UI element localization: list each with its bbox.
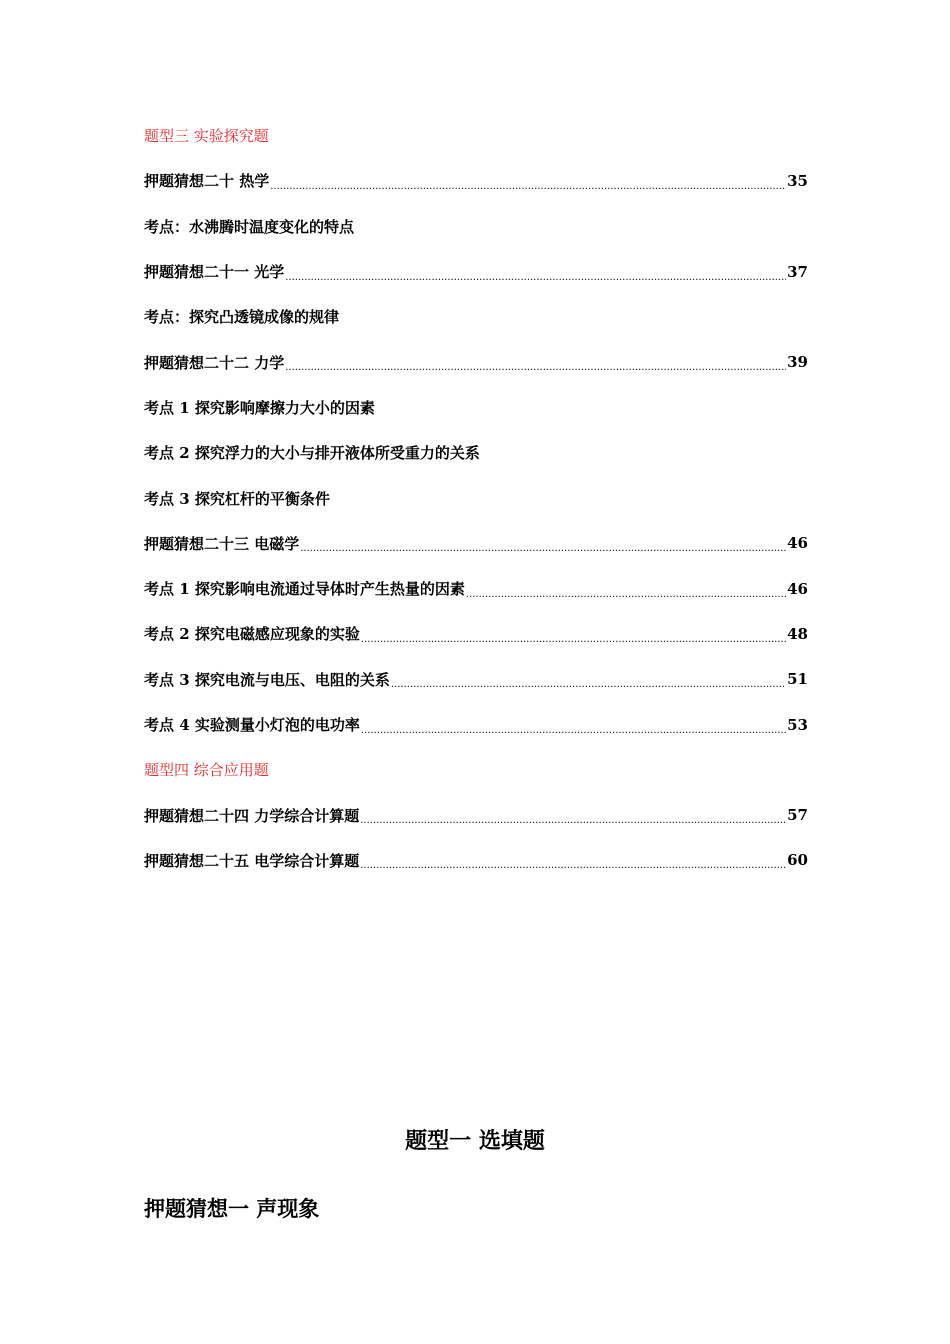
toc-entry-label: 押题猜想二十四 力学综合计算题 bbox=[144, 806, 360, 825]
toc-point-label: 考点：探究凸透镜成像的规律 bbox=[144, 308, 340, 327]
toc-leader-dots bbox=[361, 719, 786, 737]
toc-entry-label: 考点 1 探究影响电流通过导体时产生热量的因素 bbox=[144, 580, 465, 599]
toc-point[interactable] bbox=[144, 430, 808, 475]
toc-entry-label: 押题猜想二十三 电磁学 bbox=[144, 534, 300, 553]
toc-leader-dots bbox=[391, 673, 786, 691]
toc-section-heading[interactable] bbox=[144, 113, 808, 158]
toc-leader-dots bbox=[360, 809, 786, 827]
chapter-heading: 题型一 选填题 bbox=[405, 1128, 545, 1154]
toc-leader-dots bbox=[360, 854, 786, 872]
toc-page-number: 46 bbox=[787, 579, 808, 598]
toc-point-label: 考点 1 探究影响摩擦力大小的因素 bbox=[144, 398, 375, 417]
toc-point-label: 考点 2 探究浮力的大小与排开液体所受重力的关系 bbox=[144, 444, 480, 463]
toc-entry[interactable] bbox=[144, 611, 808, 656]
toc-page-number: 53 bbox=[787, 715, 808, 734]
toc-entry[interactable] bbox=[144, 339, 808, 384]
toc-point[interactable] bbox=[144, 385, 808, 430]
toc-leader-dots bbox=[361, 628, 786, 646]
toc-point[interactable] bbox=[144, 294, 808, 339]
toc-entry-label: 押题猜想二十 热学 bbox=[144, 172, 270, 191]
toc-page-number: 51 bbox=[787, 670, 808, 689]
toc-page-number: 48 bbox=[787, 624, 808, 643]
toc-page-number: 60 bbox=[787, 851, 808, 870]
toc-page-number: 35 bbox=[787, 171, 808, 190]
toc-point-label: 考点 3 探究杠杆的平衡条件 bbox=[144, 489, 330, 508]
toc-entry-label: 押题猜想二十二 力学 bbox=[144, 353, 285, 372]
toc-entry-label: 考点 4 实验测量小灯泡的电功率 bbox=[144, 716, 360, 734]
toc-page-number: 37 bbox=[787, 262, 808, 281]
toc-entry[interactable] bbox=[144, 838, 808, 883]
toc-leader-dots bbox=[300, 537, 786, 555]
toc-entry[interactable] bbox=[144, 521, 808, 566]
toc-section-label: 题型四 综合应用题 bbox=[144, 761, 269, 780]
toc-leader-dots bbox=[466, 583, 786, 601]
toc-entry-label: 押题猜想二十五 电学综合计算题 bbox=[144, 851, 360, 870]
toc-entry-label: 押题猜想二十一 光学 bbox=[144, 263, 285, 282]
toc-page-number: 57 bbox=[787, 806, 808, 825]
toc-leader-dots bbox=[285, 266, 786, 284]
toc-point-label: 考点：水沸腾时温度变化的特点 bbox=[144, 217, 355, 236]
toc-entry[interactable] bbox=[144, 249, 808, 294]
toc-entry[interactable] bbox=[144, 792, 808, 837]
toc-entry-label: 考点 3 探究电流与电压、电阻的关系 bbox=[144, 670, 390, 689]
toc-leader-dots bbox=[285, 356, 786, 374]
toc-section-label: 题型三 实验探究题 bbox=[144, 127, 269, 146]
toc-entry[interactable] bbox=[144, 657, 808, 702]
toc-page-number: 39 bbox=[787, 353, 808, 372]
toc-page-number: 46 bbox=[787, 534, 808, 553]
toc-entry[interactable] bbox=[144, 566, 808, 611]
toc-entry[interactable] bbox=[144, 702, 808, 747]
toc-entry[interactable] bbox=[144, 158, 808, 203]
toc-section-heading[interactable] bbox=[144, 747, 808, 792]
toc-entry-label: 考点 2 探究电磁感应现象的实验 bbox=[144, 625, 360, 644]
toc-point[interactable] bbox=[144, 204, 808, 249]
toc-point[interactable] bbox=[144, 475, 808, 520]
table-of-contents bbox=[144, 113, 808, 883]
toc-leader-dots bbox=[270, 175, 786, 193]
section-heading: 押题猜想一 声现象 bbox=[144, 1196, 320, 1221]
